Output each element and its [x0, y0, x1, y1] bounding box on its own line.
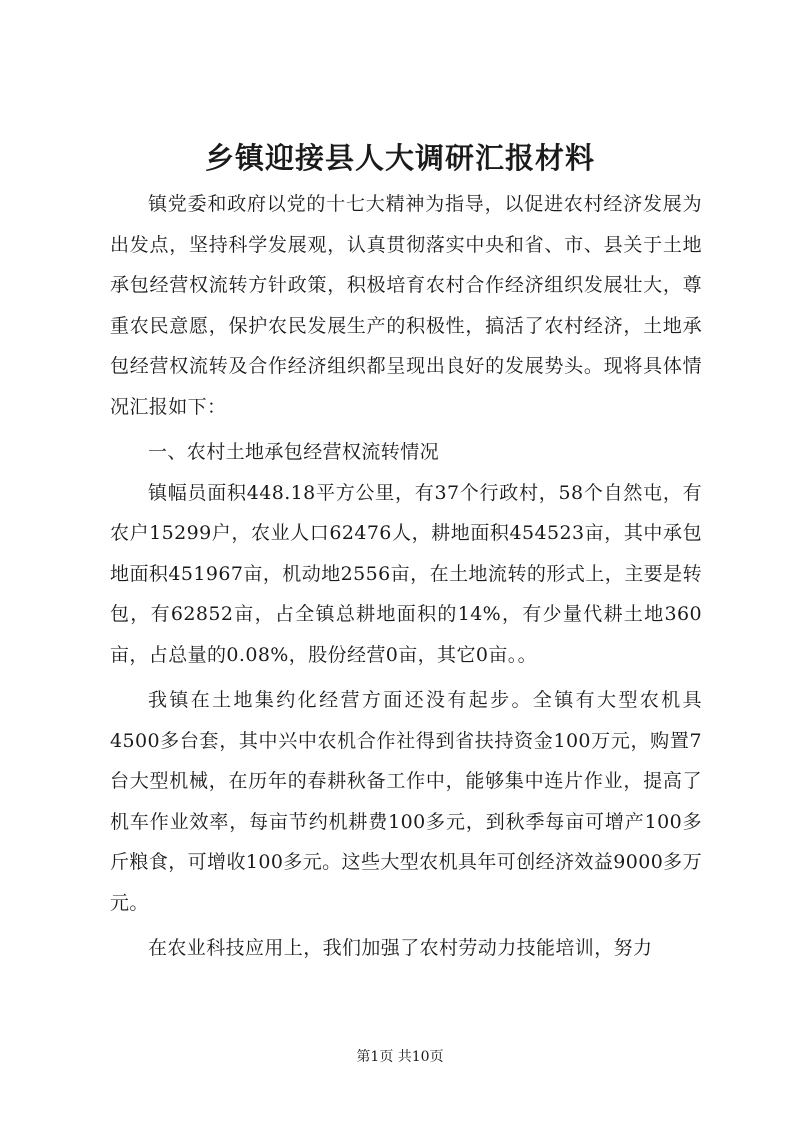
document-title: 乡镇迎接县人大调研汇报材料: [204, 141, 595, 175]
section-heading-land-transfer: 一、农村土地承包经营权流转情况: [148, 441, 440, 463]
paragraph-machinery: 我镇在土地集约化经营方面还没有起步。全镇有大型农机具4500多台套，其中兴中农机合作社得到省扶持资金100万元，购置7台大型机械，在历年的春耕秋备工作中，能够集中连片作业，提高了机车作业效率，每亩节约机耕费100多元，到秋季每亩可增产100多斤粮食，可增收100多元。这些大型农机具年可创经济效益9000多万元。: [110, 689, 702, 914]
document-body: [110, 184, 702, 974]
paragraph-technology: 在农业科技应用上，我们加强了农村劳动力技能培训，努力: [148, 937, 653, 959]
paragraph-land-statistics: 镇幅员面积448.18平方公里，有37个行政村，58个自然屯，有农户15299户，农业人口62476人，耕地面积454523亩，其中承包地面积451967亩，机动地2556亩，在土地流转的形式上，主要是转包，有62852亩，占全镇总耕地面积的14%，有少量代耕土地360亩，占总量的0.08%，股份经营0亩，其它0亩。。: [110, 481, 702, 666]
paragraph-intro: 镇党委和政府以党的十七大精神为指导，以促进农村经济发展为出发点，坚持科学发展观，认真贯彻落实中央和省、市、县关于土地承包经营权流转方针政策，积极培育农村合作经济组织发展壮大，尊重农民意愿，保护农民发展生产的积极性，搞活了农村经济，土地承包经营权流转及合作经济组织都呈现出良好的发展势头。现将具体情况汇报如下：: [110, 193, 702, 418]
page-footer: 第1页 共10页: [356, 1049, 444, 1065]
